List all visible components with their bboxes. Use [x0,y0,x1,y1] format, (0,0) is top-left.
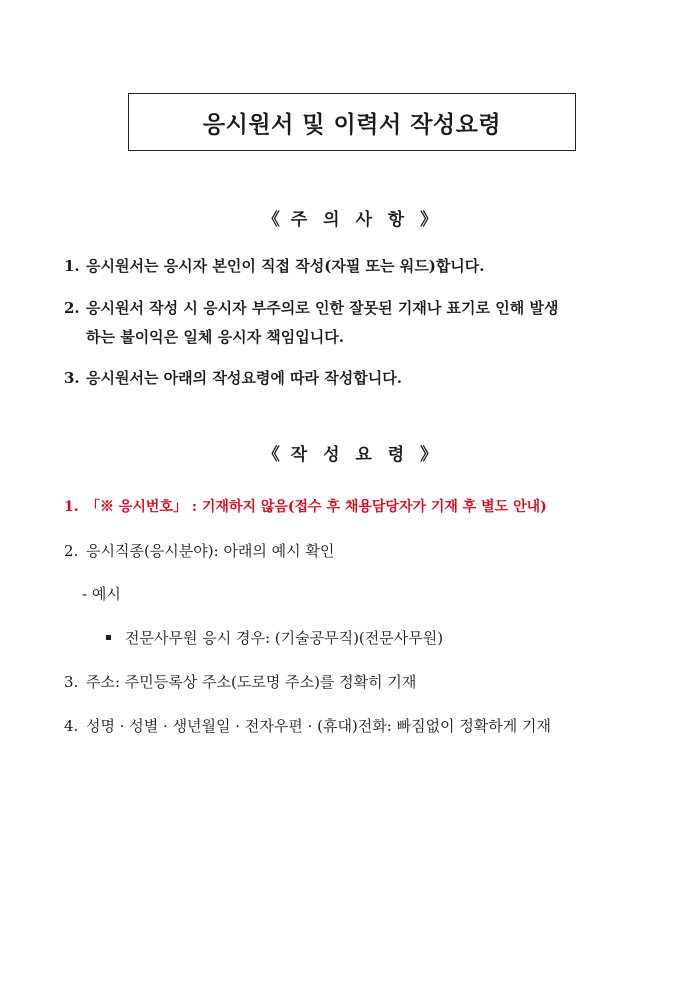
guide-item-number: 1. [64,499,79,515]
caution-heading [0,205,700,230]
guide-item-number: 2. [64,542,79,560]
guide-heading-text: 작 성 요 령 [290,445,410,465]
caution-heading-close: 》 [420,210,438,230]
title-box [128,93,576,151]
guide-item-1 [64,496,654,518]
caution-item-number: 1. [64,257,80,275]
guide-item-number: 3. [64,673,79,691]
caution-item-text-continued: 하는 불이익은 일체 응시자 책임입니다. [86,328,344,346]
guide-heading-open: 《 [262,445,280,465]
example-label: - 예시 [82,585,121,603]
guide-heading-close: 》 [420,445,438,465]
caution-item-number: 2. [64,299,80,317]
guide-heading [0,440,700,465]
guide-item-4 [64,715,654,737]
square-bullet-icon [106,635,111,640]
guide-item-number: 4. [64,717,79,735]
caution-heading-text: 주 의 사 항 [290,210,410,230]
caution-item-1 [64,252,644,281]
page-title: 응시원서 및 이력서 작성요령 [202,111,502,138]
guide-item-text: 「※ 응시번호」 : 기재하지 않음(접수 후 채용담당자가 기재 후 별도 안내) [86,499,547,515]
caution-item-text: 응시원서 작성 시 응시자 부주의로 인한 잘못된 기재나 표기로 인해 발생 [86,299,559,317]
caution-item-text: 응시원서는 응시자 본인이 직접 작성(자필 또는 워드)합니다. [86,257,485,275]
caution-item-number: 3. [64,369,80,387]
caution-item-3 [64,364,644,393]
guide-item-2 [64,540,654,562]
guide-item-text: 성명 · 성별 · 생년월일 · 전자우편 · (휴대)전화: 빠짐없이 정확하게 기재 [86,717,552,735]
caution-heading-open: 《 [262,210,280,230]
caution-item-text: 응시원서는 아래의 작성요령에 따라 작성합니다. [86,369,402,387]
example-bullet-item [106,627,443,648]
example-bullet-text: 전문사무원 응시 경우: (기술공무직)(전문사무원) [125,629,444,647]
guide-item-text: 응시직종(응시분야): 아래의 예시 확인 [86,542,335,560]
guide-item-text: 주소: 주민등록상 주소(도로명 주소)를 정확히 기재 [86,673,417,691]
guide-item-3 [64,671,654,693]
caution-item-2 [64,294,644,352]
